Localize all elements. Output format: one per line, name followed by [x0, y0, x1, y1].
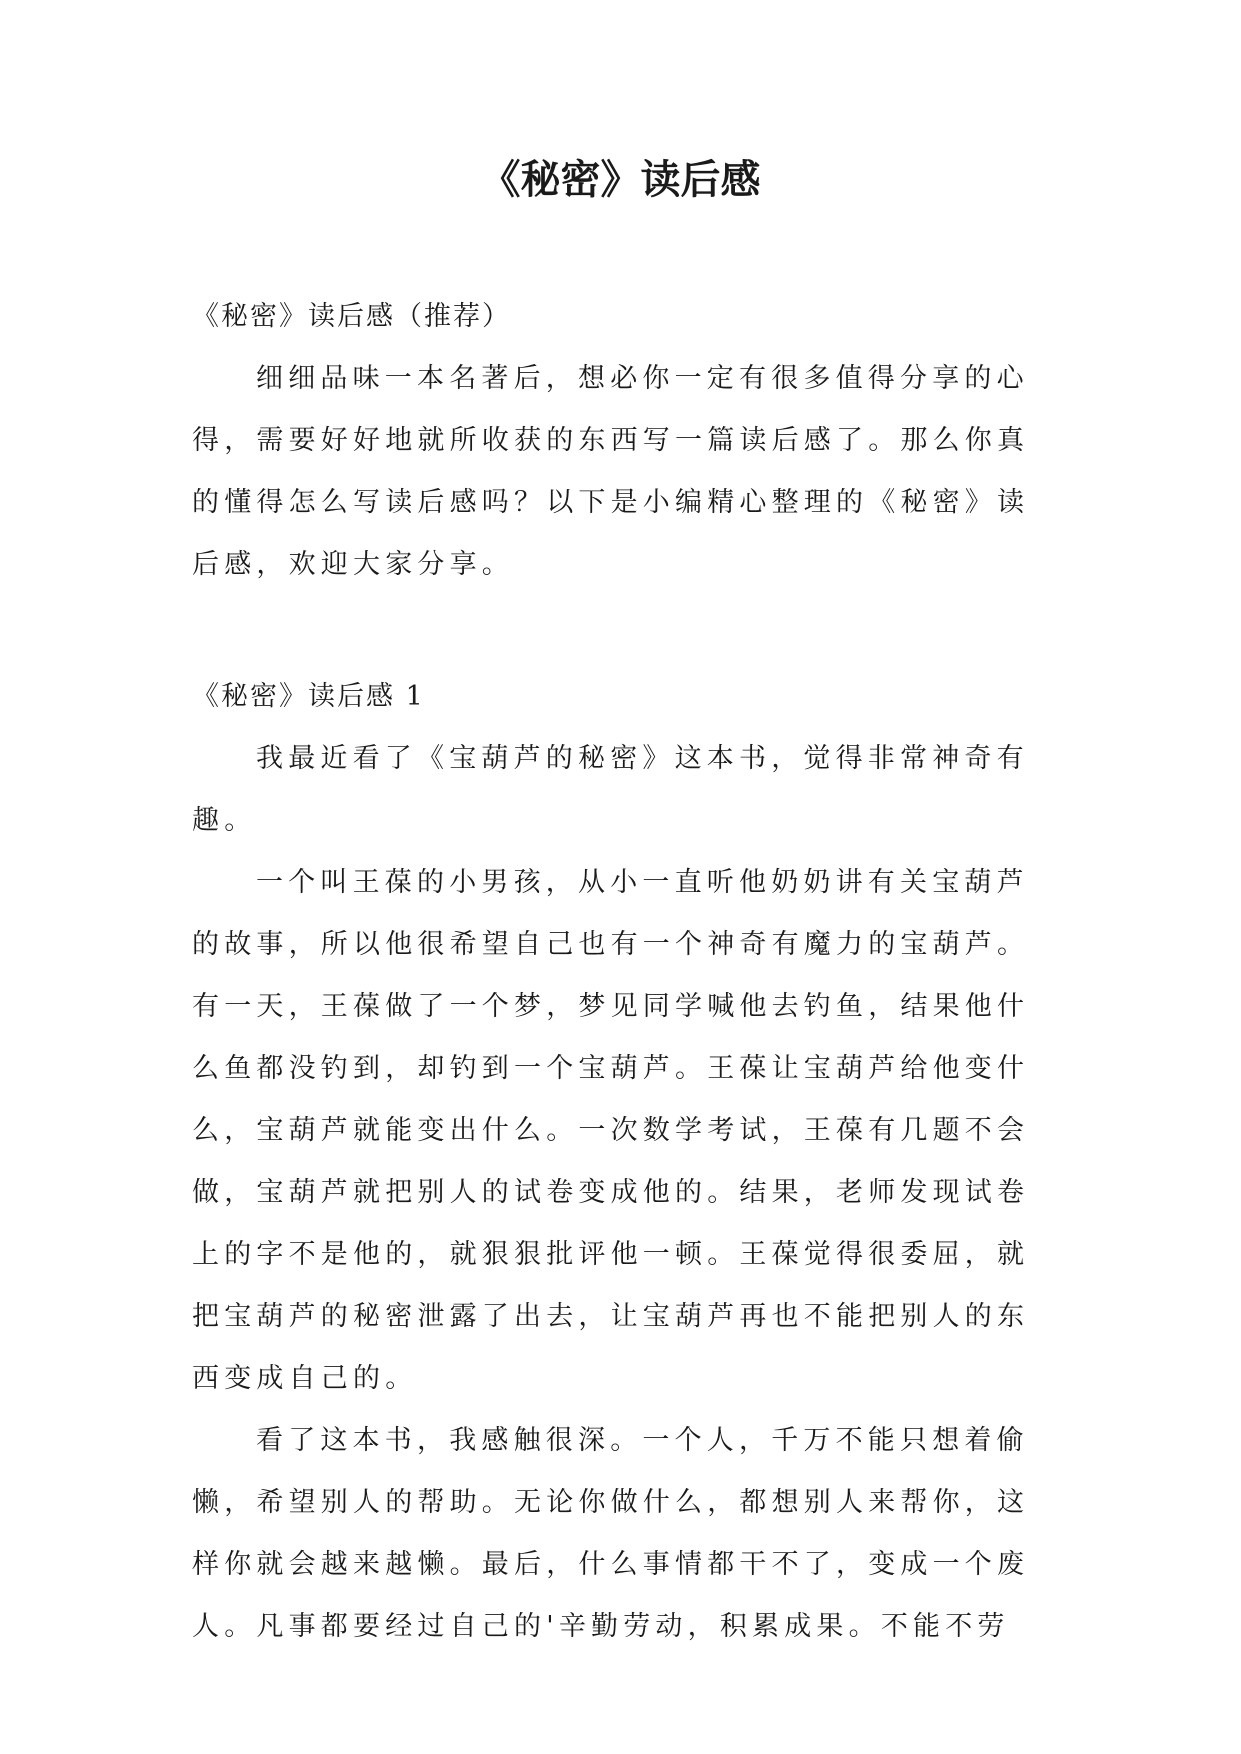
intro-paragraph: 细细品味一本名著后，想必你一定有很多值得分享的心得，需要好好地就所收获的东西写一篇读后感了。那么你真的懂得怎么写读后感吗？以下是小编精心整理的《秘密》读后感，欢迎大家分享。: [192, 363, 1030, 580]
section1-paragraph-1: 我最近看了《宝葫芦的秘密》这本书，觉得非常神奇有趣。: [192, 743, 1029, 836]
document-body: [192, 286, 1060, 1658]
document-title: 《秘密》读后感: [480, 157, 761, 203]
section-spacer: [192, 596, 1060, 666]
section1-paragraph-3: 看了这本书，我感触很深。一个人，千万不能只想着偷懒，希望别人的帮助。无论你做什么，都想别人来帮你，这样你就会越来越懒。最后，什么事情都干不了，变成一个废人。凡事都要经过自己的'辛勤劳动，积累成果。不能不劳: [192, 1425, 1030, 1642]
section1-heading: 《秘密》读后感 1: [192, 681, 425, 712]
section1-paragraph-2: 一个叫王葆的小男孩，从小一直听他奶奶讲有关宝葫芦的故事，所以他很希望自己也有一个神奇有魔力的宝葫芦。有一天，王葆做了一个梦，梦见同学喊他去钓鱼，结果他什么鱼都没钓到，却钓到一个宝葫芦。王葆让宝葫芦给他变什么，宝葫芦就能变出什么。一次数学考试，王葆有几题不会做，宝葫芦就把别人的试卷变成他的。结果，老师发现试卷上的字不是他的，就狠狠批评他一顿。王葆觉得很委屈，就把宝葫芦的秘密泄露了出去，让宝葫芦再也不能把别人的东西变成自己的。: [192, 867, 1030, 1394]
intro-heading: 《秘密》读后感（推荐）: [192, 301, 511, 332]
